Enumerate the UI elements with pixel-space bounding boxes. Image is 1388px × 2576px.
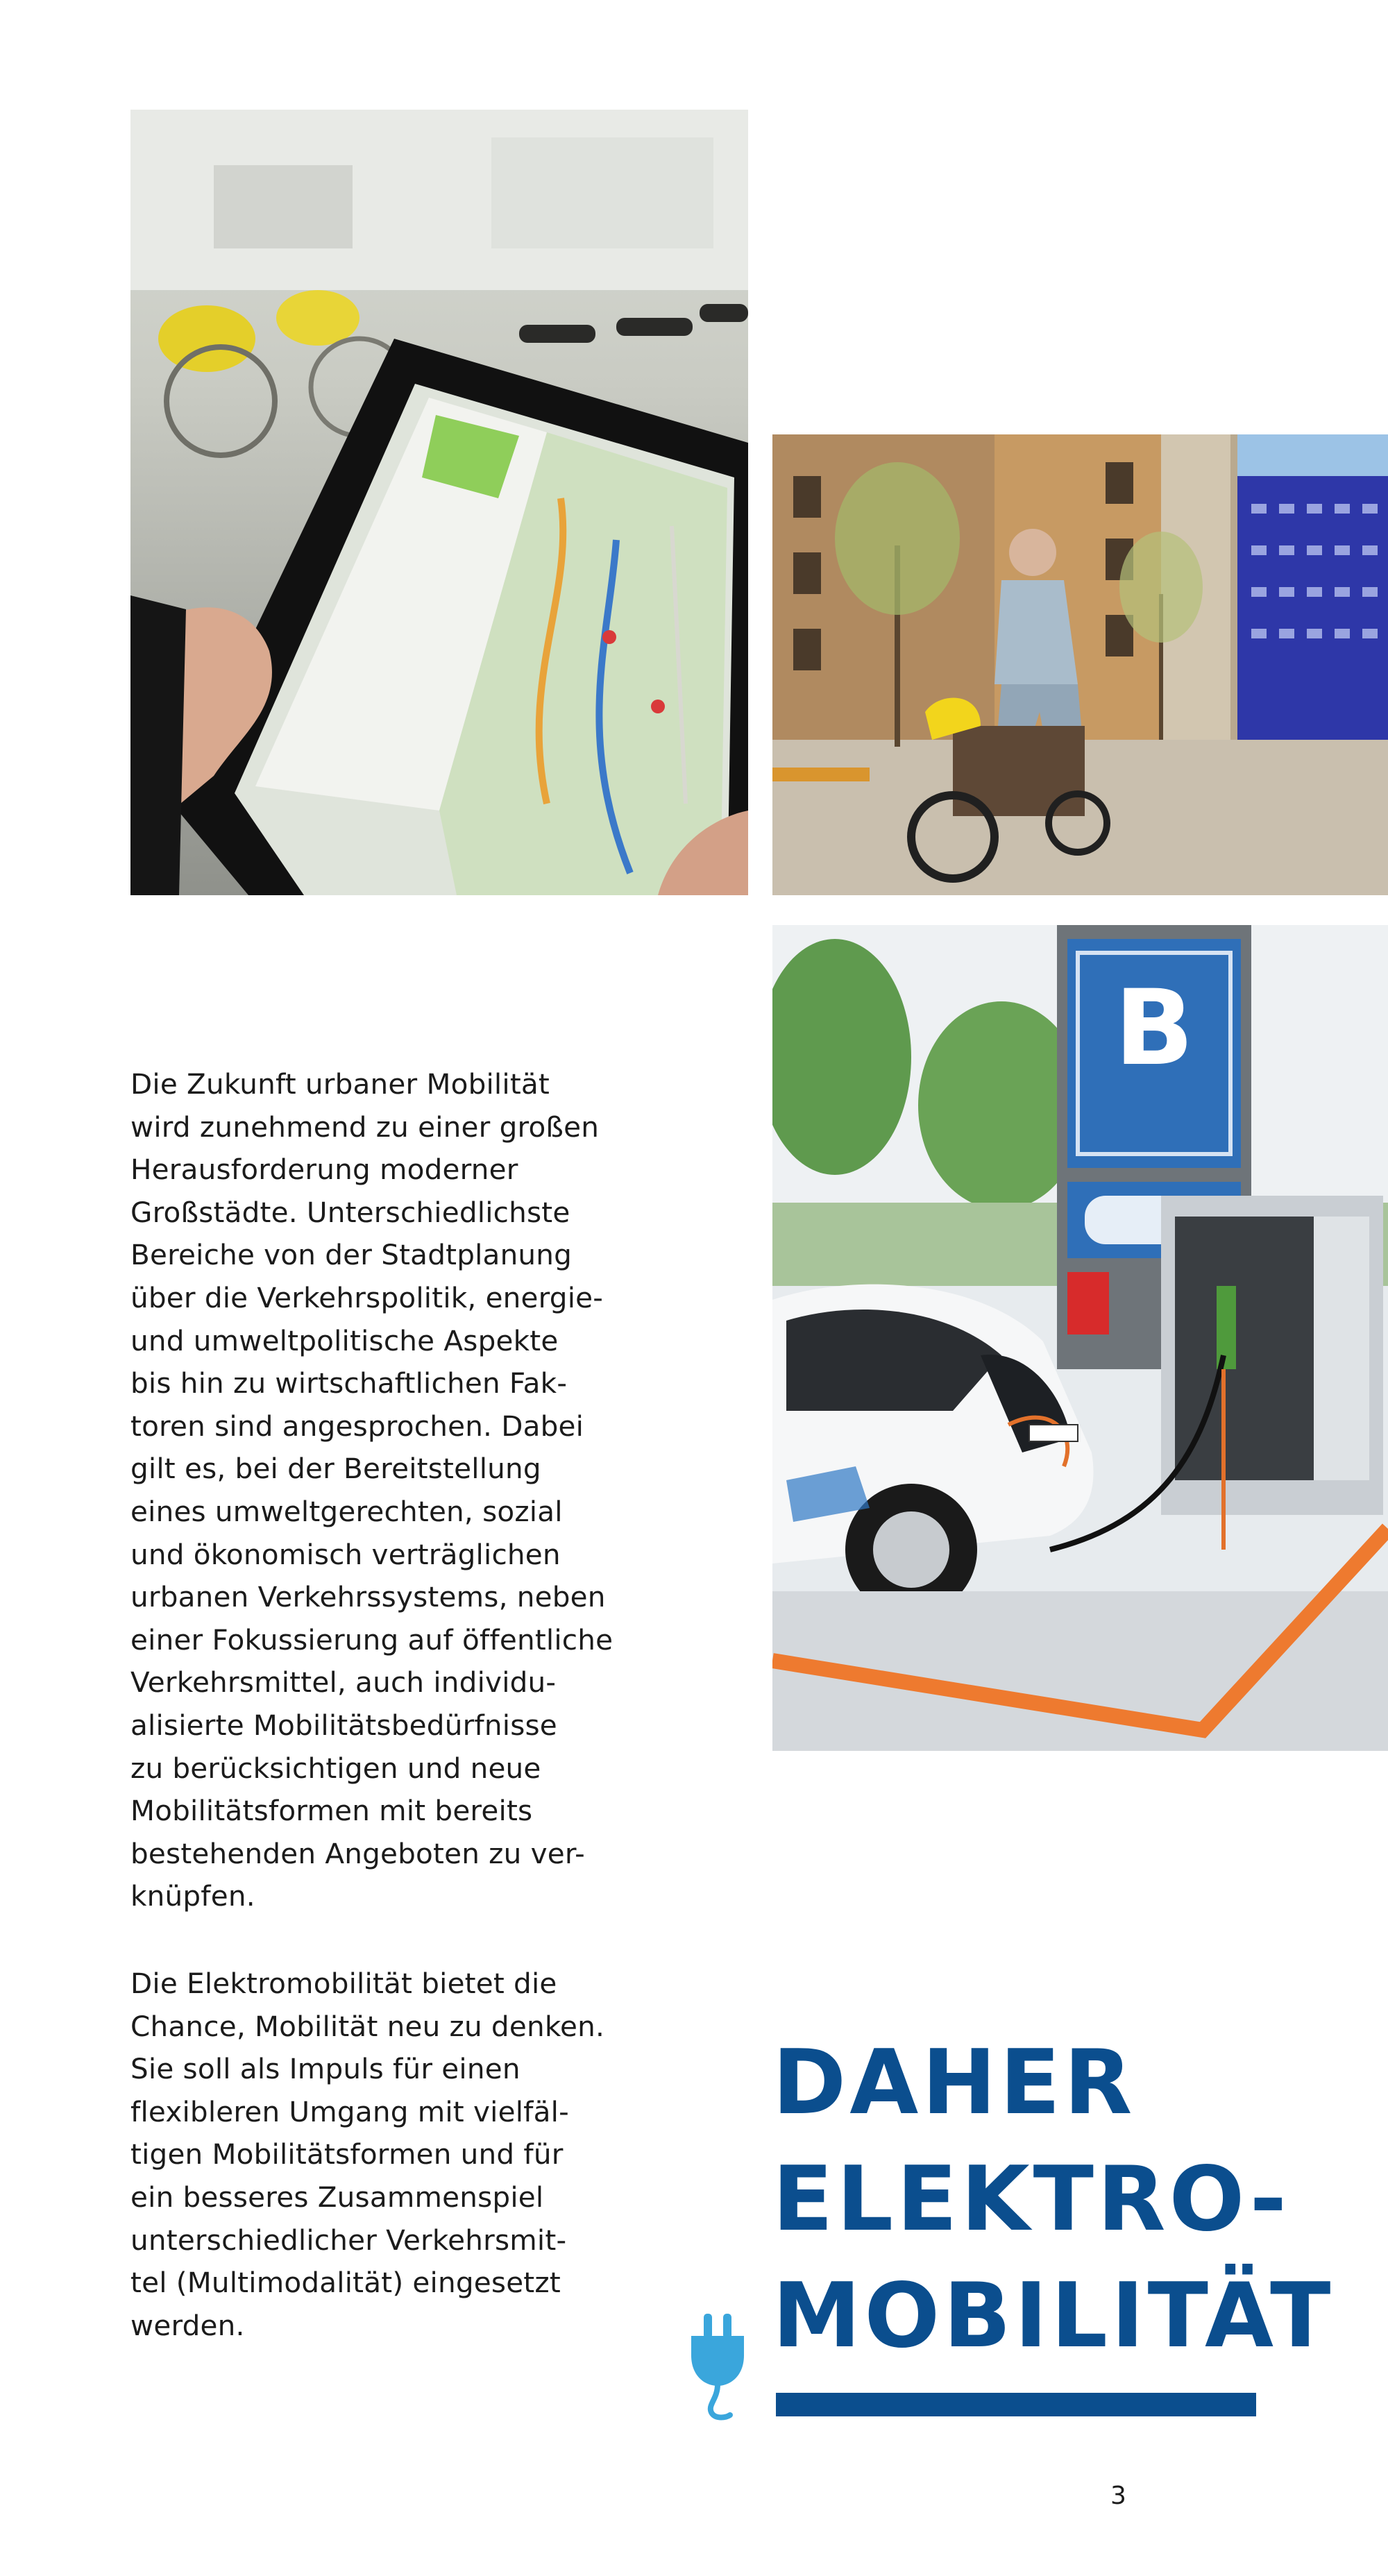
text-line: Verkehrsmittel, auch individu-	[130, 1666, 557, 1700]
text-line: unterschiedlicher Verkehrsmit-	[130, 2223, 567, 2257]
headline-underline	[776, 2393, 1256, 2416]
text-line: eines umweltgerechten, sozial	[130, 1494, 563, 1528]
intro-paragraph	[130, 1063, 616, 1918]
text-line: tel (Multimodalität) eingesetzt	[130, 2266, 561, 2300]
text-line: Die Elektromobilität bietet die	[130, 1967, 557, 2000]
text-line: bis hin zu wirtschaftlichen Fak-	[130, 1366, 568, 1400]
text-line: und ökonomisch verträglichen	[130, 1537, 561, 1571]
text-line: Sie soll als Impuls für einen	[130, 2052, 520, 2086]
photo-tablet-map-image	[130, 110, 748, 895]
text-line: wird zunehmend zu einer großen	[130, 1110, 600, 1144]
electromobility-paragraph	[130, 1963, 616, 2347]
text-line: tigen Mobilitätsformen und für	[130, 2137, 564, 2171]
text-line: Herausforderung moderner	[130, 1153, 518, 1187]
text-line: werden.	[130, 2308, 245, 2342]
page-number: 3	[1110, 2482, 1126, 2510]
photo-cargo-bike	[772, 434, 1388, 895]
text-line: gilt es, bei der Bereitstellung	[130, 1452, 541, 1486]
text-line: alisierte Mobilitätsbedürfnisse	[130, 1708, 557, 1742]
text-line: bestehenden Angeboten zu ver-	[130, 1836, 585, 1870]
text-line: zu berücksichtigen und neue	[130, 1751, 541, 1785]
parking-sign-letter: B	[1114, 968, 1194, 1089]
text-line: ein besseres Zusammenspiel	[130, 2180, 544, 2214]
headline-line: ELEKTRO-	[772, 2148, 1290, 2251]
text-line: urbanen Verkehrssystems, neben	[130, 1580, 606, 1614]
text-line: knüpfen.	[130, 1879, 255, 1913]
text-line: Bereiche von der Stadtplanung	[130, 1238, 573, 1272]
headline-line: MOBILITÄT	[772, 2264, 1335, 2368]
text-line: Großstädte. Unterschiedlichste	[130, 1195, 570, 1229]
plug-icon	[686, 2310, 748, 2421]
text-line: über die Verkehrspolitik, energie-	[130, 1280, 604, 1314]
photo-tablet-map	[130, 110, 748, 895]
text-line: einer Fokussierung auf öffentliche	[130, 1622, 613, 1656]
text-line: Mobilitätsformen mit bereits	[130, 1794, 533, 1828]
text-line: Chance, Mobilität neu zu denken.	[130, 2009, 605, 2043]
text-line: und umweltpolitische Aspekte	[130, 1323, 559, 1357]
text-line: flexibleren Umgang mit vielfäl-	[130, 2094, 569, 2128]
headline	[772, 2025, 1334, 2375]
text-line: toren sind angesprochen. Dabei	[130, 1409, 584, 1443]
photo-ev-charging	[772, 925, 1388, 1751]
text-line: Die Zukunft urbaner Mobilität	[130, 1067, 550, 1101]
photo-cargo-bike-image	[772, 434, 1388, 895]
photo-ev-charging-image	[772, 925, 1388, 1751]
headline-line: DAHER	[772, 2031, 1136, 2135]
